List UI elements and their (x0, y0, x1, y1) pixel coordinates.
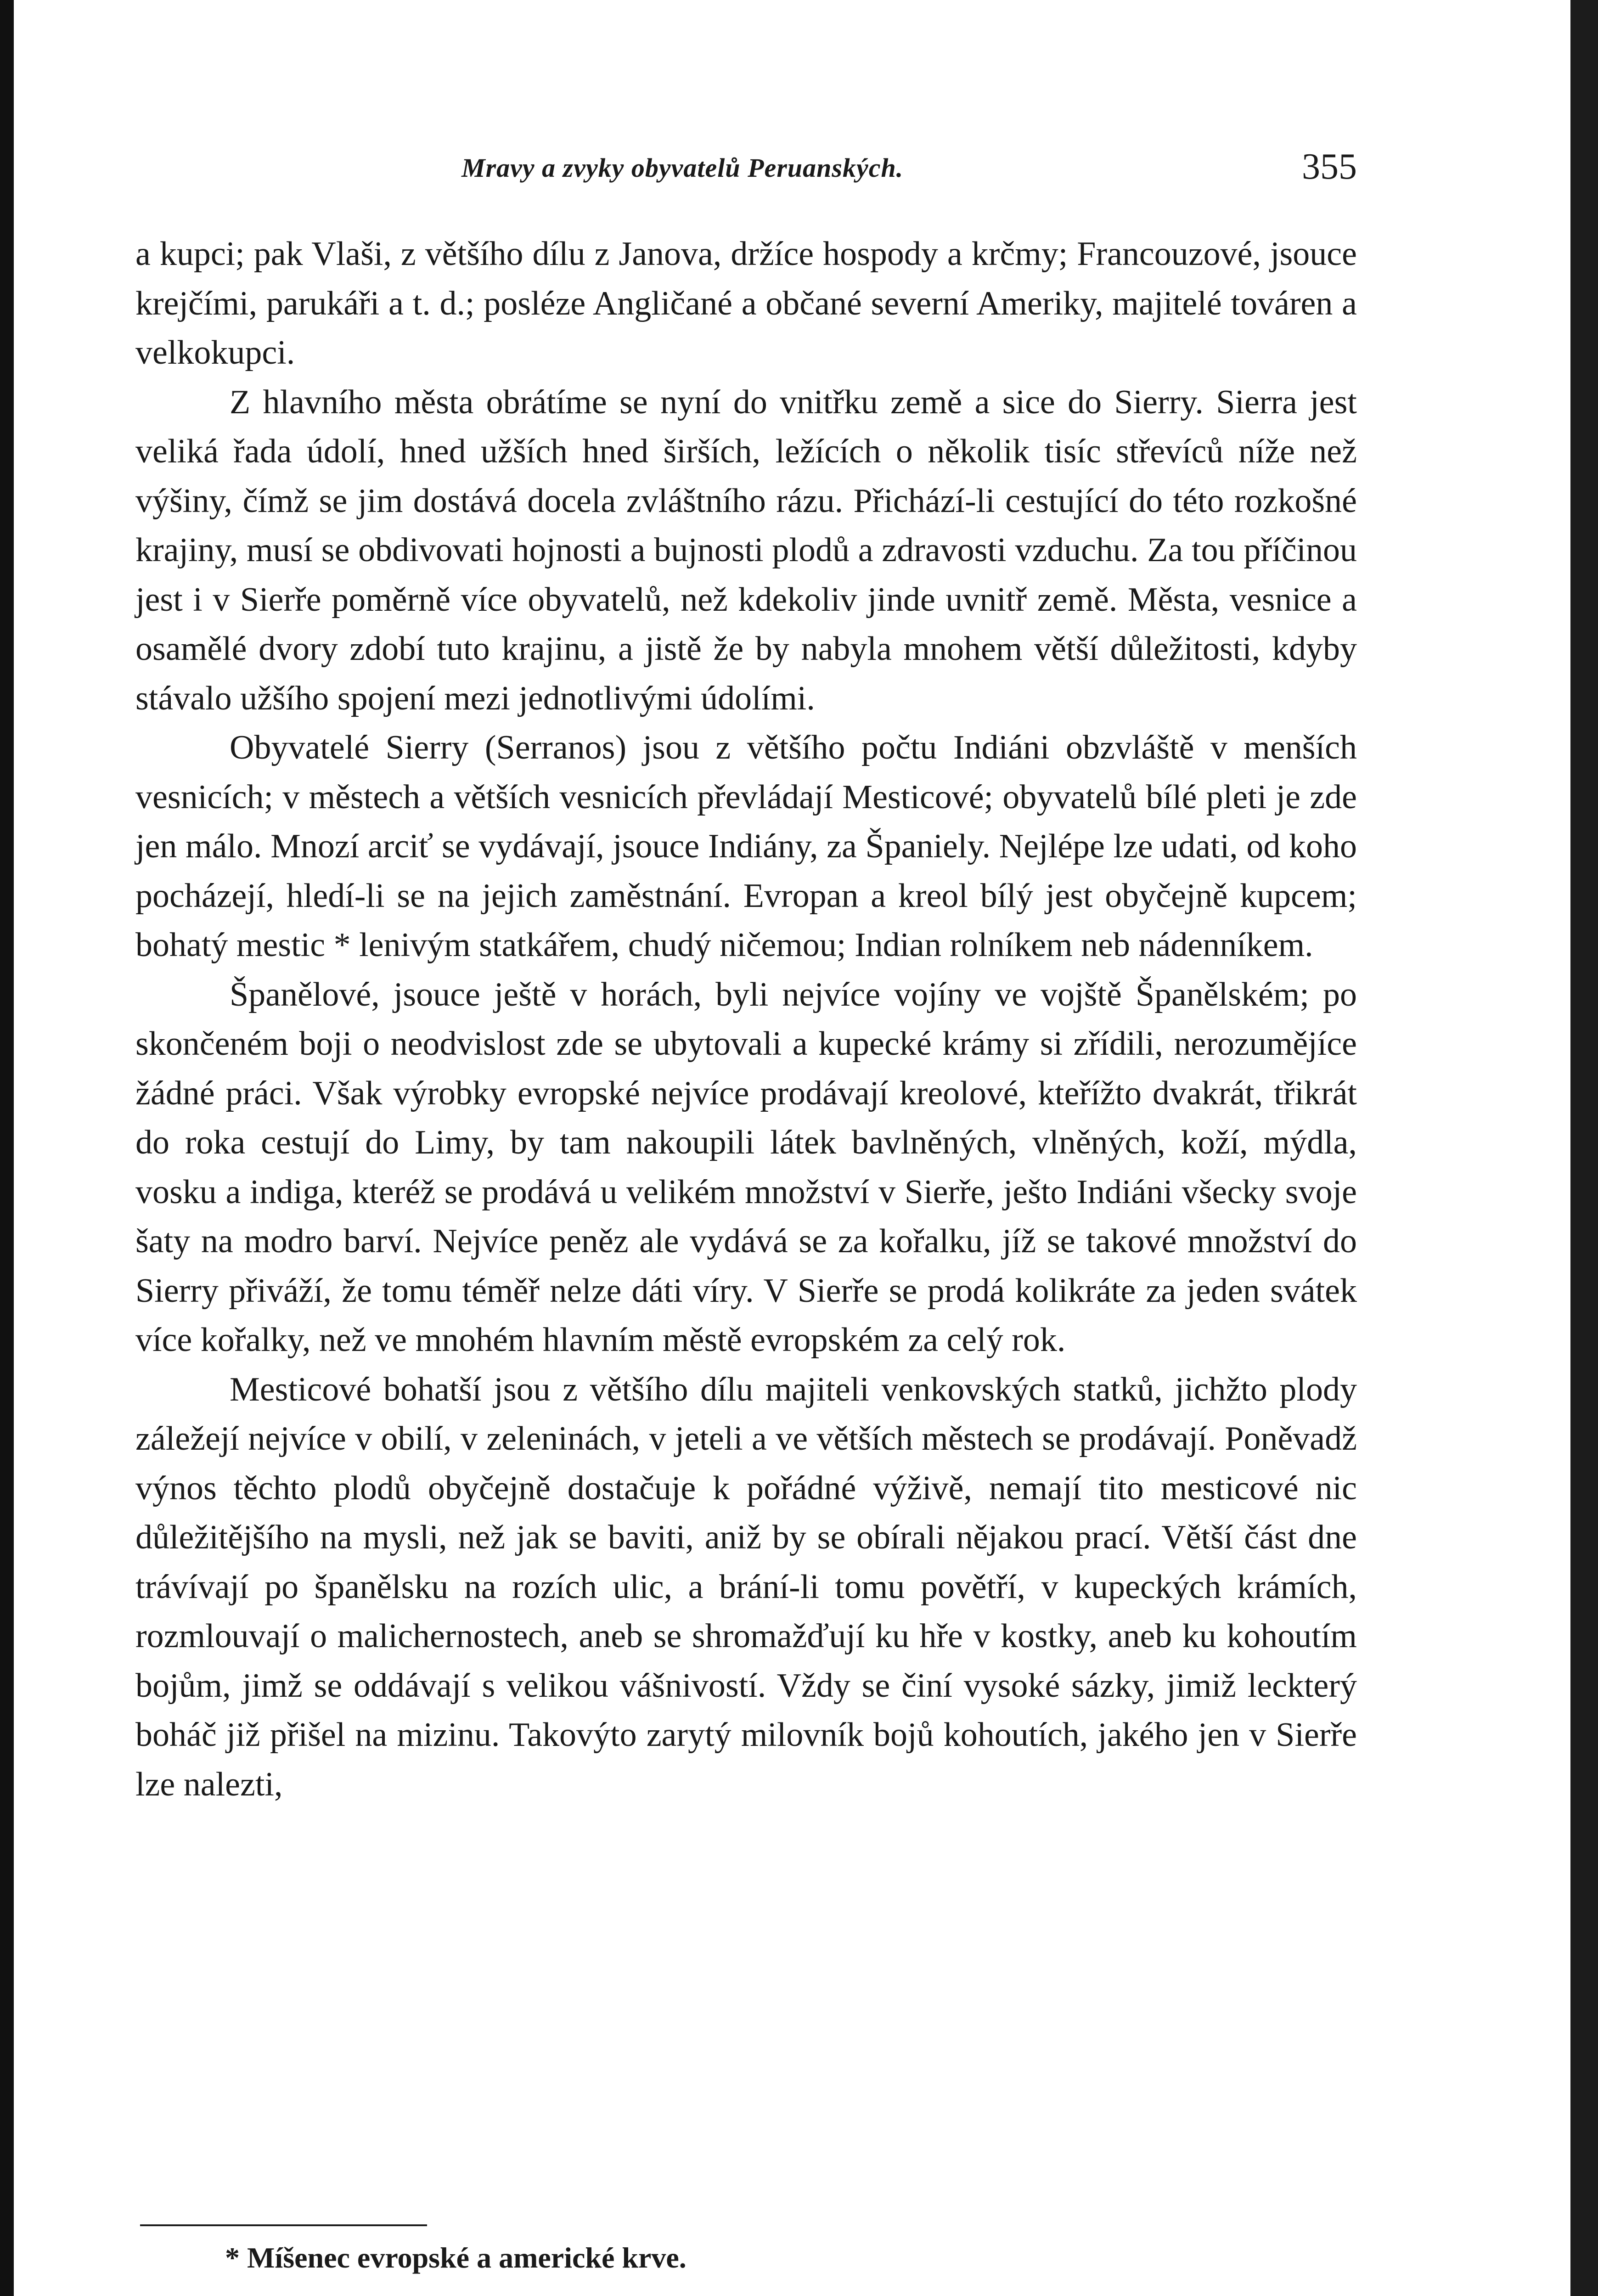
paragraph-4: Španělové, jsouce ještě v horách, byli nejvíce vojíny ve vojště Španělském; po skončeném boji o neodvislost zde se ubytovali a kupecké krámy si zřídili, nerozumějíce žádné práci. Však výrobky evropské nejvíce prodávají kreolové, kteřížto dvakrát, třikrát do roka cestují do Limy, by tam nakoupili látek bavlněných, vlněných, koží, mýdla, vosku a indiga, kteréž se prodává u velikém množství v Sierře, ješto Indiáni všecky svoje šaty na modro barví. Nejvíce peněz ale vydává se za kořalku, jíž se takové množství do Sierry přiváží, že tomu téměř nelze dáti víry. V Sierře se prodá kolikráte za jeden svátek více kořalky, než ve mnohém hlavním městě evropském za celý rok. (135, 975, 1357, 1359)
paragraph-1: a kupci; pak Vlaši, z většího dílu z Janova, držíce hospody a krčmy; Francouzové, jsouce krejčími, parukáři a t. d.; posléze Angličané a občané severní Ameriky, majitelé továren a velkokupci. (135, 235, 1357, 371)
paragraph-3: Obyvatelé Sierry (Serranos) jsou z většího počtu Indiáni obzvláště v menších vesnicích; v městech a větších vesnicích převládají Mesticové; obyvatelů bílé pleti je zde jen málo. Mnozí arciť se vydávají, jsouce Indiány, za Španiely. Nejlépe lze udati, od koho pocházejí, hledí-li se na jejich zaměstnání. Evropan a kreol bílý jest obyčejně kupcem; bohatý mestic * lenivým statkářem, chudý ničemou; Indian rolníkem neb nádenníkem. (135, 729, 1357, 964)
paragraph-5: Mesticové bohatší jsou z většího dílu majiteli venkovských statků, jichžto plody záležejí nejvíce v obilí, v zeleninách, v jeteli a ve větších městech se prodávají. Poněvadž výnos těchto plodů obyčejně dostačuje k pořádné výživě, nemají tito mesticové nic důležitějšího na mysli, než jak se baviti, aniž by se obírali nějakou prací. Větší část dne trávívají po španělsku na rozích ulic, a brání-li tomu povětří, v kupeckých krámích, rozmlouvají o malichernostech, aneb se shromažďují ku hře v kostky, aneb ku kohoutím bojům, jimž se oddávají s velikou vášnivostí. Vždy se činí vysoké sázky, jimiž leckterý boháč již přišel na mizinu. Takovýto zarytý milovník bojů kohoutích, jakého jen v Sierře lze nalezti, (135, 1370, 1357, 1803)
paragraph-2: Z hlavního města obrátíme se nyní do vnitřku země a sice do Sierry. Sierra jest veliká řada údolí, hned užších hned širších, ležících o několik tisíc střevíců níže než výšiny, čímž se jim dostává docela zvláštního rázu. Přichází-li cestující do této rozkošné krajiny, musí se obdivovati hojnosti a bujnosti plodů a zdravosti vzduchu. Za tou příčinou jest i v Sierře poměrně více obyvatelů, než kdekoliv jinde uvnitř země. Města, vesnice a osamělé dvory zdobí tuto krajinu, a jistě že by nabyla mnohem větší důležitosti, kdyby stávalo užšího spojení mezi jednotlivými údolími. (135, 383, 1357, 717)
running-title: Mravy a zvyky obyvatelů Peruanských. (461, 153, 904, 183)
footnote-divider (140, 2224, 427, 2226)
scan-left-edge (0, 0, 14, 2296)
page-number: 355 (1302, 146, 1357, 187)
body-text (135, 230, 1357, 1809)
scan-right-edge (1570, 0, 1598, 2296)
footnote: * Míšenec evropské a americké krve. (225, 2241, 686, 2274)
page-header (461, 146, 1357, 206)
